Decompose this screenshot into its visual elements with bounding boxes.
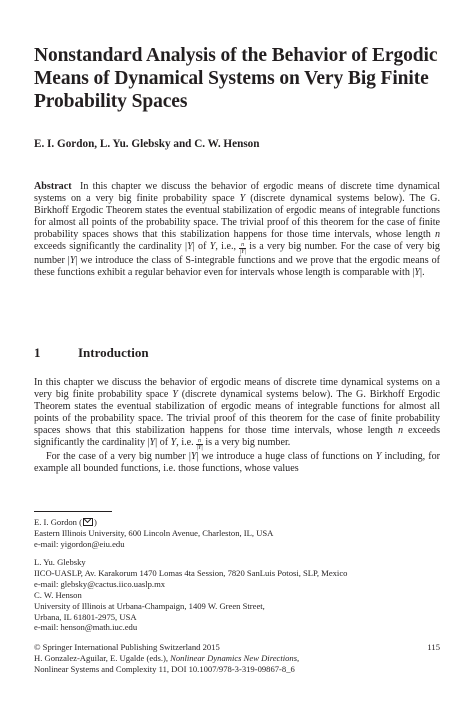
publication-footer <box>34 642 440 674</box>
affiliation-line: IICO-UASLP, Av. Karakorum 1470 Lomas 4ta Session, 7820 SanLuis Potosi, SLP, Mexico <box>34 567 348 578</box>
affiliation-line: University of Illinois at Urbana-Champaign, 1409 W. Green Street, <box>34 600 265 611</box>
abstract-text: exceeds significantly the cardinality | <box>34 241 188 253</box>
footnote-divider <box>34 511 112 512</box>
body-text: | we introduce a huge class of functions on <box>196 451 376 463</box>
affiliation-email: e-mail: yigordon@eiu.edu <box>34 538 125 549</box>
author-list: E. I. Gordon, L. Yu. Glebsky and C. W. Henson <box>34 138 260 150</box>
abstract-text: is a very big number. For the case of very big number | <box>34 241 440 267</box>
copyright-line: © Springer International Publishing Switzerland 2015 <box>34 642 220 652</box>
affiliation-name: E. I. Gordon ( ) <box>34 517 97 527</box>
fraction <box>239 242 246 255</box>
book-title: Nonlinear Dynamics New Directions, <box>170 652 300 663</box>
math-var: Y <box>187 241 193 253</box>
abstract-text: |. <box>420 267 425 279</box>
math-var: Y <box>209 241 216 253</box>
affiliation-line: Urbana, IL 61801-2975, USA <box>34 611 137 622</box>
math-var: Y <box>414 267 421 279</box>
fraction-numerator: n <box>198 438 201 445</box>
affiliation-email: e-mail: glebsky@cactus.iico.uaslp.mx <box>34 578 166 589</box>
section-number: 1 <box>34 345 41 360</box>
section-title: Introduction <box>78 345 149 360</box>
abstract-label: Abstract <box>34 181 72 192</box>
body-text: | of <box>155 437 171 449</box>
series-line: Nonlinear Systems and Complexity 11, DOI 10.1007/978-3-319-09867-8_6 <box>34 663 295 674</box>
affiliation-email: e-mail: henson@math.iuc.edu <box>34 622 138 633</box>
abstract-text: (discrete dynamical systems below). The G. Birkhoff Ergodic Theorem states the eventual stabilization of ergodic means of integrable functions for almost all points of the probability space. The trivial proof of this theorem for the case of finite probability spaces shows that this stabilization happens for those time intervals, whose length <box>34 193 440 241</box>
envelope-icon <box>83 518 93 526</box>
math-var: Y <box>239 193 246 205</box>
body-text: , i.e. <box>176 437 197 449</box>
editors-line: H. Gonzalez-Aguilar, E. Ugalde (eds.), Nonlinear Dynamics New Directions, <box>34 652 300 663</box>
math-var: Y <box>69 255 76 267</box>
abstract <box>34 181 440 279</box>
body-text: is a very big number. <box>202 437 291 449</box>
body-text: In this chapter we discuss the behavior of ergodic means of discrete time dynamical systems on a very big finite probability space <box>34 377 440 401</box>
fraction-denominator: |Y| <box>239 249 246 256</box>
page-number: 115 <box>427 642 440 652</box>
introduction-body <box>34 377 440 475</box>
math-var: Y <box>190 451 197 463</box>
affiliation-line: Eastern Illinois University, 600 Lincoln Avenue, Charleston, IL, USA <box>34 527 274 538</box>
fraction <box>196 438 203 451</box>
abstract-text: In this chapter we discuss the behavior of ergodic means of discrete time dynamical systems on a very big finite probability space <box>34 181 440 205</box>
affiliation-glebsky <box>34 557 454 589</box>
math-var: Y <box>172 389 178 401</box>
abstract-text: , i.e., <box>215 241 240 253</box>
math-var: Y <box>149 437 156 449</box>
math-var: n <box>397 425 403 437</box>
section-heading <box>34 345 149 361</box>
abstract-text: | of <box>192 241 210 253</box>
body-text: For the case of a very big number | <box>46 451 191 463</box>
affiliation-gordon <box>34 517 454 549</box>
body-text: (discrete dynamical systems below). The G. Birkhoff Ergodic Theorem states the eventual stabilization of ergodic means of integrable functions for almost all points of the probability space. The trivial proof of this theorem for the case of finite probability spaces shows that this stabilization happens for those time intervals, whose length <box>34 389 440 437</box>
paragraph <box>34 377 440 451</box>
paper-title: Nonstandard Analysis of the Behavior of Ergodic Means of Dynamical Systems on Very Big Finite Probability Spaces <box>34 45 438 112</box>
affiliation-name: L. Yu. Glebsky <box>34 557 86 567</box>
math-var: n <box>434 229 440 241</box>
paragraph <box>34 451 440 475</box>
affiliation-name: C. W. Henson <box>34 590 82 600</box>
math-var: Y <box>170 437 177 449</box>
fraction-denominator: |Y| <box>196 445 203 452</box>
math-var: Y <box>375 451 382 463</box>
body-text: exceeds significantly the cardinality | <box>34 425 441 449</box>
abstract-text: | we introduce the class of S-integrable functions and we prove that the ergodic means of these functions exhibit a regular behavior even for intervals whose length is comparable with | <box>34 255 440 279</box>
body-text: including, for example all bounded functions, i.e. those functions, whose values <box>34 451 440 475</box>
fraction-numerator: n <box>241 242 245 249</box>
affiliation-henson <box>34 590 454 633</box>
